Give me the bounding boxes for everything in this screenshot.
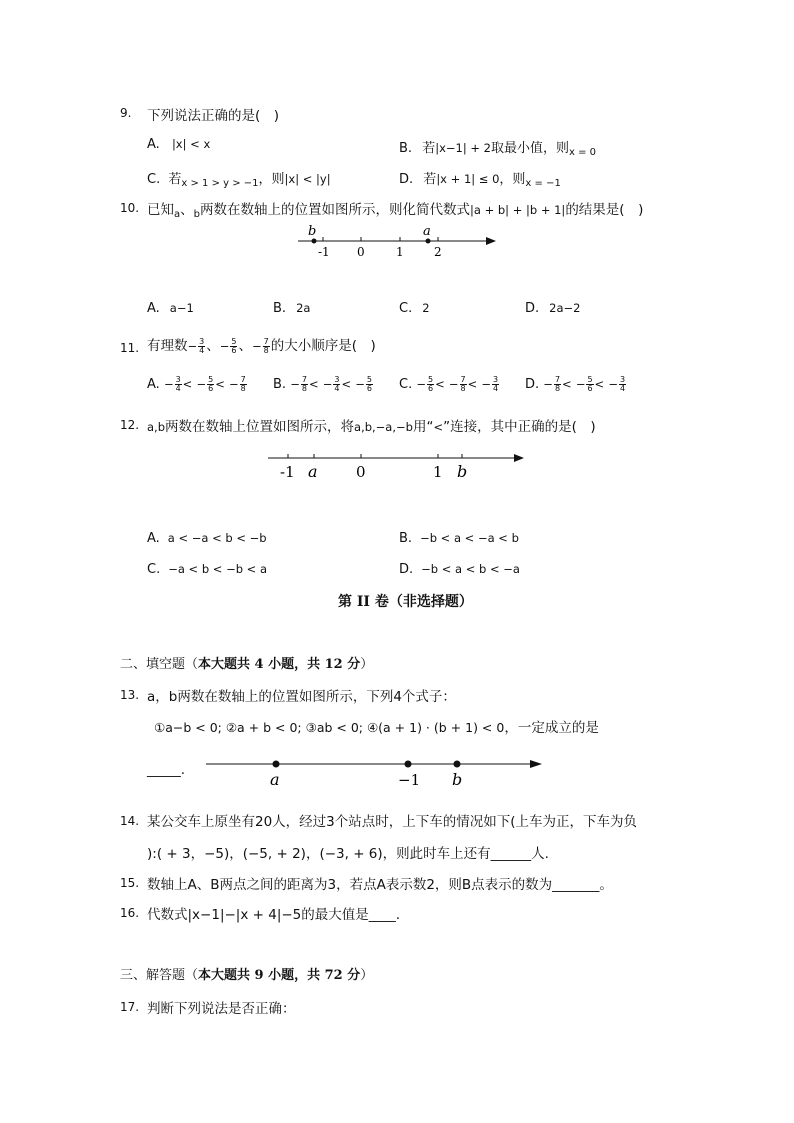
neg-sign: −: [163, 377, 174, 391]
denominator: 6: [587, 384, 593, 393]
option-math: |x−1| + 2: [435, 141, 491, 155]
neg-sign: −: [251, 339, 262, 353]
option-math: |x| < |y|: [284, 172, 331, 186]
label-minus-one: −1: [398, 771, 421, 789]
stem-text: 、: [180, 202, 194, 218]
denominator: 4: [334, 384, 340, 393]
q10-number: 10.: [120, 201, 140, 215]
option-text: −a < b < −b < a: [168, 562, 268, 576]
label-a: a: [270, 770, 280, 789]
q17-number: 17.: [120, 1000, 140, 1014]
option-text: 若: [168, 172, 182, 187]
lt-sign: <: [467, 377, 478, 391]
denominator: 8: [460, 384, 466, 393]
option-label: C.: [399, 377, 413, 392]
q16-text: 代数式|x−1|−|x + 4|−5的最大值是____.: [147, 907, 401, 923]
label-b: b: [308, 224, 317, 239]
option-label: A.: [147, 531, 160, 546]
point-b: [454, 761, 461, 768]
fraction: [492, 376, 499, 393]
stem-text: ”连接，其中正确的是( ): [443, 419, 596, 435]
option-label: B.: [399, 141, 413, 156]
denominator: 8: [554, 384, 561, 393]
q12-option-a: [147, 531, 267, 546]
numerator: 5: [231, 336, 237, 346]
fraction: [554, 376, 561, 393]
option-text: 若: [423, 172, 437, 187]
stem-text: 的结果是( ): [565, 202, 644, 218]
numerator: 3: [334, 375, 340, 384]
lt-sign: <: [594, 377, 605, 391]
denominator: 8: [240, 384, 246, 393]
option-label: B.: [273, 377, 287, 392]
numerator: 5: [366, 375, 372, 384]
tick-label: 1: [433, 463, 443, 481]
q17-text: 判断下列说法是否正确：: [147, 1001, 296, 1017]
option-label: A.: [147, 137, 160, 152]
denominator: 8: [301, 384, 307, 393]
lt-sign: <: [308, 377, 319, 391]
option-text: 2a: [296, 301, 311, 315]
stem-text: 两数在数轴上的位置如图所示，则化简代数式: [200, 202, 470, 218]
stem-var: a,b: [147, 420, 166, 434]
q11-stem: [147, 334, 376, 355]
axis-arrow: [486, 237, 496, 245]
neg-sign: −: [322, 377, 333, 391]
stem-var: a: [174, 209, 181, 220]
section-end: ）: [360, 968, 374, 983]
q13-expressions: ①a−b < 0; ②a + b < 0; ③ab < 0; ④(a + 1) · (b + 1) < 0: [154, 720, 505, 735]
stem-text: ，一定成立的是: [504, 720, 599, 736]
stem-math: |a + b| + |b + 1|: [470, 203, 566, 217]
q13-stem: a，b两数在数轴上的位置如图所示，下列4个式子：: [147, 689, 456, 705]
q12-number-line: [262, 446, 532, 486]
stem-text: 、: [206, 338, 220, 354]
denominator: 4: [619, 384, 626, 393]
numerator: 7: [240, 375, 246, 384]
stem-text: 用“: [412, 419, 434, 435]
point-a: [426, 239, 431, 244]
neg-sign: −: [228, 377, 239, 391]
stem-text: 已知: [147, 202, 174, 218]
fraction: [586, 376, 593, 393]
neg-sign: −: [196, 377, 207, 391]
fraction: [263, 338, 270, 355]
section-lead: 三、解答题（: [120, 968, 199, 983]
neg-sign: −: [290, 377, 300, 391]
fraction: [427, 376, 434, 393]
lt-sign: <: [435, 377, 445, 391]
axis-arrow: [514, 454, 524, 462]
lt-sign: <: [341, 377, 352, 391]
q9-option-a: [147, 137, 210, 152]
option-text: 2: [422, 301, 430, 315]
q15-number: 15.: [120, 876, 140, 890]
q9-option-b: [399, 137, 596, 156]
section2-header: [120, 653, 373, 672]
option-label: D.: [525, 377, 540, 392]
denominator: 6: [366, 384, 372, 393]
numerator: 7: [263, 336, 269, 346]
fraction: [175, 376, 182, 393]
q9-number: 9.: [120, 106, 132, 120]
q14-number: 14.: [120, 814, 140, 828]
q12-option-b: [399, 531, 519, 546]
q10-option-b: [273, 301, 310, 316]
option-text: a < −a < b < −b: [167, 531, 267, 545]
section-detail: 本大题共 9 小题，共 72 分: [198, 968, 361, 983]
stem-text: 有理数: [147, 338, 188, 354]
neg-sign: −: [481, 377, 492, 391]
section-lead: 二、填空题（: [120, 657, 199, 672]
denominator: 6: [208, 384, 214, 393]
stem-text: 两数在数轴上位置如图所示，将: [165, 419, 355, 435]
option-text: 取最小值，则: [491, 141, 570, 156]
point-a: [273, 761, 280, 768]
section3-header: [120, 964, 373, 983]
tick-label: -1: [280, 463, 295, 481]
q9-option-d: [399, 168, 561, 187]
denominator: 8: [263, 345, 269, 355]
q10-number-line: [290, 220, 505, 265]
numerator: 7: [554, 375, 561, 384]
neg-sign: −: [219, 339, 230, 353]
option-label: C.: [399, 301, 413, 316]
fraction: [301, 376, 308, 393]
option-math: |x + 1| ≤ 0: [436, 172, 500, 186]
q16-number: 16.: [120, 906, 140, 920]
option-text: ，则: [499, 172, 526, 187]
q13-number: 13.: [120, 688, 140, 702]
option-label: C.: [147, 562, 161, 577]
label-a: a: [308, 462, 318, 481]
lt-sign: <: [215, 377, 225, 391]
q13-answer-blank: _____.: [147, 762, 186, 778]
neg-sign: −: [355, 377, 365, 391]
stem-text: 、: [238, 338, 252, 354]
q10-option-c: [399, 301, 430, 316]
fraction: [333, 376, 340, 393]
neg-sign: −: [543, 377, 553, 391]
fraction: [230, 338, 237, 355]
denominator: 4: [493, 384, 499, 393]
q9-stem: 下列说法正确的是( ): [147, 108, 280, 124]
stem-math: <: [433, 420, 444, 434]
lt-sign: <: [562, 377, 572, 391]
denominator: 4: [199, 345, 205, 355]
denominator: 6: [428, 384, 434, 393]
option-text: 若: [422, 141, 436, 156]
q9-option-c: [147, 168, 331, 187]
point-b: [312, 239, 317, 244]
section-detail: 本大题共 4 小题，共 12 分: [198, 657, 361, 672]
q11-option-a: [147, 376, 248, 393]
fraction: [207, 376, 214, 393]
option-math: x = 0: [569, 147, 597, 158]
option-text: −b < a < b < −a: [421, 562, 520, 576]
lt-sign: <: [182, 377, 193, 391]
denominator: 4: [175, 384, 181, 393]
option-label: D.: [399, 562, 414, 577]
neg-sign: −: [575, 377, 586, 391]
numerator: 5: [428, 375, 434, 384]
q11-option-d: [525, 376, 627, 393]
fraction: [619, 376, 626, 393]
q12-option-c: [147, 562, 267, 577]
part2-title: 第 II 卷（非选择题）: [338, 594, 473, 610]
option-text: 2a−2: [549, 301, 581, 315]
option-text: −b < a < −a < b: [420, 531, 519, 545]
tick-label: 2: [434, 245, 442, 259]
section-end: ）: [360, 657, 374, 672]
label-a: a: [423, 224, 431, 239]
option-math: x > 1 > y > −1: [181, 178, 259, 189]
numerator: 5: [208, 375, 214, 384]
point-m1: [405, 761, 412, 768]
axis-arrow: [530, 760, 542, 768]
option-label: C.: [147, 172, 161, 187]
q12-number: 12.: [120, 418, 140, 432]
denominator: 6: [231, 345, 237, 355]
q12-stem: [147, 415, 596, 435]
label-b: b: [457, 462, 468, 481]
numerator: 3: [199, 336, 205, 346]
q15-text: 数轴上A、B两点之间的距离为3，若点A表示数2，则B点表示的数为_______。: [147, 877, 613, 893]
numerator: 7: [460, 375, 466, 384]
stem-text: 的大小顺序是( ): [270, 338, 376, 354]
q14-line1: 某公交车上原坐有20人，经过3个站点时，上下车的情况如下(上车为正，下车为负: [147, 814, 638, 830]
option-label: D.: [525, 301, 540, 316]
option-label: A.: [147, 377, 160, 392]
tick-label: 0: [357, 245, 365, 259]
fraction: [366, 376, 373, 393]
neg-sign: −: [608, 377, 618, 391]
neg-sign: −: [448, 377, 459, 391]
option-text: |x| < x: [171, 137, 211, 151]
option-math: x = −1: [525, 178, 561, 189]
tick-label: 1: [396, 245, 404, 259]
q11-option-b: [273, 376, 374, 393]
option-text: a−1: [169, 301, 194, 315]
q11-option-c: [399, 376, 500, 393]
numerator: 3: [493, 375, 499, 384]
fraction: [460, 376, 467, 393]
option-text: ，则: [258, 172, 285, 187]
stem-var: b: [193, 209, 200, 220]
numerator: 3: [175, 375, 181, 384]
numerator: 5: [587, 375, 593, 384]
numerator: 3: [619, 375, 626, 384]
q10-option-a: [147, 301, 194, 316]
stem-math: a,b,−a,−b: [354, 420, 413, 434]
neg-sign: −: [187, 339, 198, 353]
q13-items: [154, 716, 599, 736]
tick-label: -1: [318, 245, 330, 259]
q14-line2: ):( + 3，−5)，(−5, + 2)，(−3, + 6)，则此时车上还有______人.: [147, 846, 549, 862]
label-b: b: [452, 770, 463, 789]
q12-option-d: [399, 562, 520, 577]
option-label: D.: [399, 172, 414, 187]
option-label: A.: [147, 301, 160, 316]
fraction: [198, 338, 205, 355]
q10-option-d: [525, 301, 580, 316]
q13-number-line: [200, 752, 550, 792]
tick-label: 0: [356, 463, 366, 481]
fraction: [240, 376, 247, 393]
q11-number: 11.: [120, 341, 140, 355]
numerator: 7: [301, 375, 307, 384]
option-label: B.: [399, 531, 413, 546]
option-label: B.: [273, 301, 287, 316]
neg-sign: −: [416, 377, 426, 391]
q10-stem: [147, 198, 643, 218]
